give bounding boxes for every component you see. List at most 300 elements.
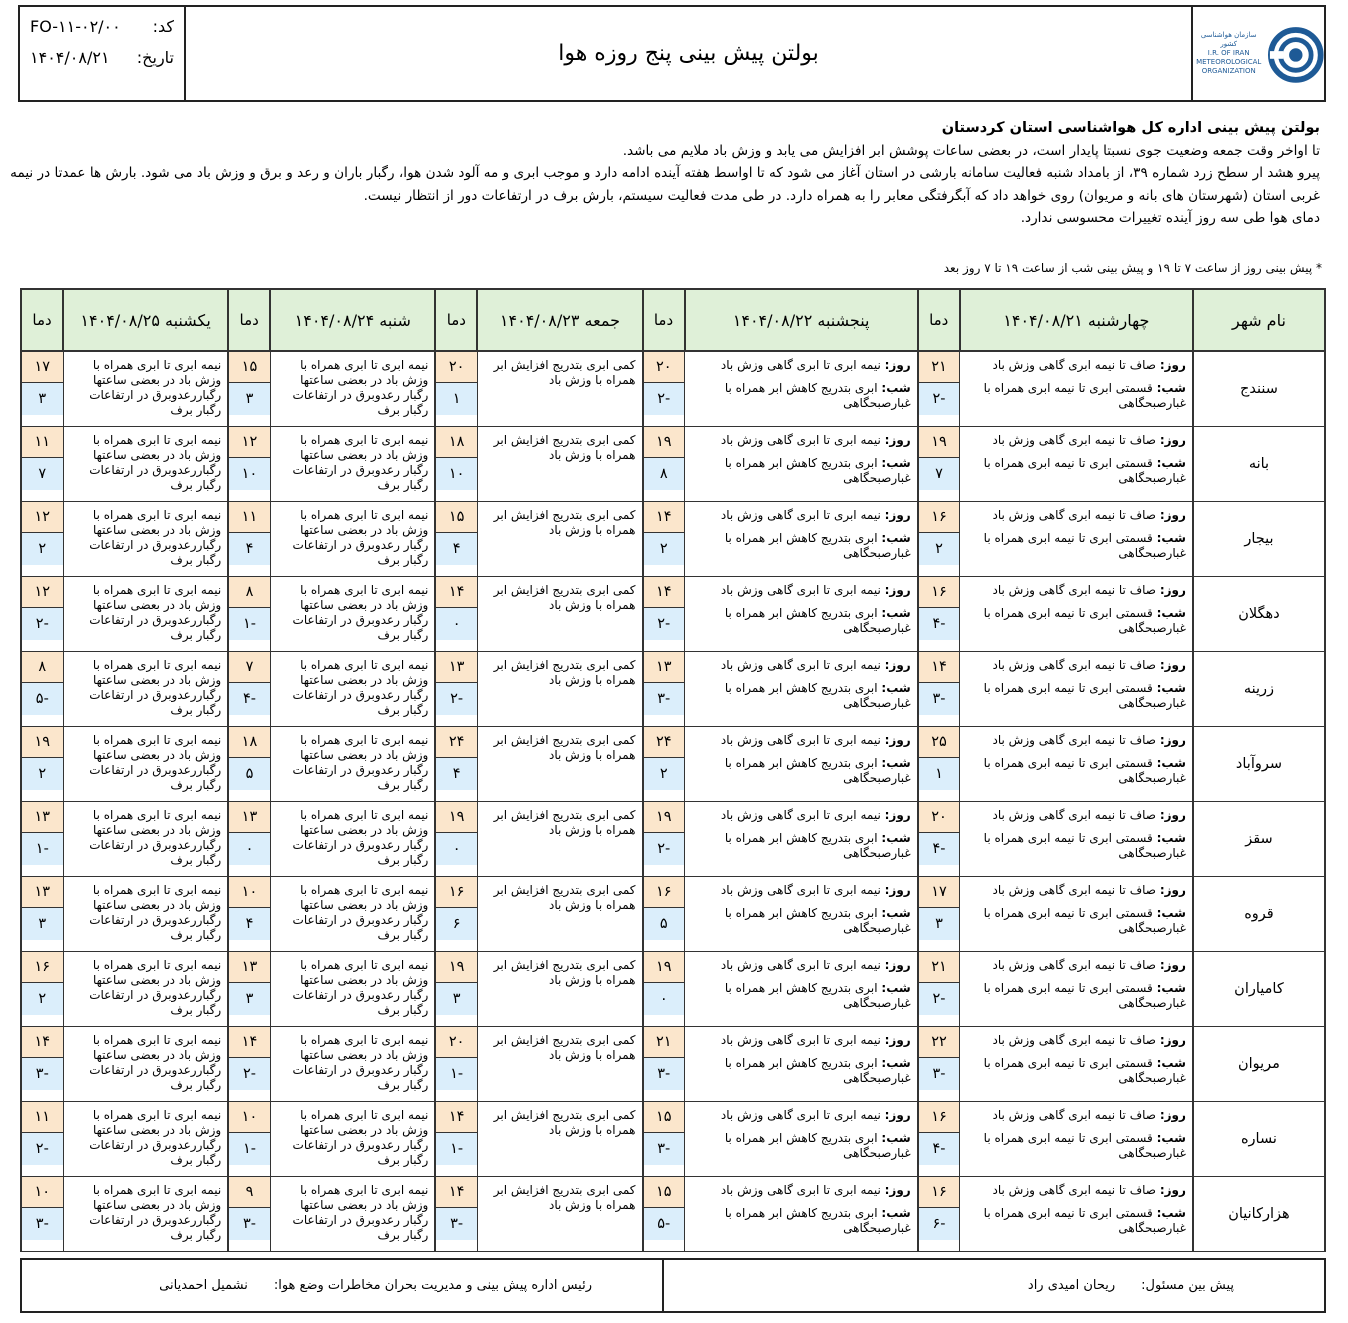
max-temp: ۱۵ (436, 502, 477, 533)
table-row (21, 351, 1325, 426)
day-header-3: جمعه ۱۴۰۴/۰۸/۲۳ (477, 289, 642, 351)
night-text: قسمتی ابری تا نیمه ابری همراه با غبارصبحگاهی (983, 1055, 1186, 1085)
night-forecast (964, 1056, 1186, 1086)
forecast-day-5: نیمه ابری تا ابری همراه با وزش باد در بعضی ساعتها رگباررعدوبرق در ارتفاعات رگبار برف (63, 501, 228, 576)
night-text: ابری بتدریج کاهش ابر همراه با غبارصبحگاهی (724, 381, 911, 410)
night-forecast (964, 456, 1186, 486)
night-forecast (964, 606, 1186, 636)
city-name: هزارکانیان (1193, 1176, 1325, 1251)
max-temp: ۱۶ (22, 952, 63, 983)
day-header-2: پنجشنبه ۱۴۰۴/۰۸/۲۲ (685, 289, 918, 351)
max-temp: ۹ (229, 1177, 270, 1208)
max-temp: ۱۷ (919, 877, 960, 908)
day-label: روز: (1159, 882, 1186, 897)
date-value: ۱۴۰۴/۰۸/۲۱ (30, 48, 110, 67)
night-forecast (964, 381, 1186, 411)
max-temp: ۱۳ (644, 652, 685, 683)
min-temp: ۳ (229, 383, 270, 415)
min-temp: ۷ (22, 458, 63, 490)
max-temp: ۱۳ (229, 802, 270, 833)
min-temp: -۱ (229, 608, 270, 640)
temp-header: دما (643, 289, 685, 351)
temp-cell (435, 1176, 477, 1251)
max-temp: ۱۵ (229, 352, 270, 383)
min-temp: -۳ (22, 1208, 63, 1240)
min-temp: -۶ (919, 1208, 960, 1240)
day-label: روز: (1159, 807, 1186, 822)
day-forecast (689, 433, 911, 448)
temp-cell (435, 1026, 477, 1101)
day-text: صاف تا نیمه ابری گاهی وزش باد (992, 732, 1156, 747)
max-temp: ۱۳ (22, 802, 63, 833)
day-forecast (689, 1108, 911, 1123)
night-text: قسمتی ابری تا نیمه ابری همراه با غبارصبحگاهی (983, 1130, 1186, 1160)
night-label: شب: (881, 755, 911, 770)
temp-cell (643, 501, 685, 576)
night-label: شب: (881, 381, 911, 395)
forecast-day-1 (960, 351, 1193, 426)
forecast-day-2 (685, 501, 918, 576)
forecast-day-3: کمی ابری بتدریج افزایش ابر همراه با وزش باد (477, 951, 642, 1026)
max-temp: ۱۱ (22, 1102, 63, 1133)
intro-paragraph-2: پیرو هشد ار سطح زرد شماره ۳۹، از بامداد شنبه فعالیت سامانه بارشی در استان آغاز می شود که تا اواسط هفته آینده ادامه دارد و موجب ابری و مه آلود شدن هوا، رگبار باران و رعد و برق و وزش باد می شود. بارش ها عمدتا در نیمه غربی استان (شهرستان های بانه و مریوان) روی خواهد داد که آبگرفتگی معابر را به همراه دارد. در طی مدت فعالیت سیستم، بارش برف در ارتفاعات دور از انتظار نیست. (10, 165, 1320, 204)
table-row (21, 726, 1325, 801)
temp-cell (918, 426, 960, 501)
night-label: شب: (881, 980, 911, 995)
night-text: ابری بتدریج کاهش ابر همراه با غبارصبحگاهی (724, 455, 911, 485)
temp-header: دما (435, 289, 477, 351)
forecast-day-4: نیمه ابری تا ابری همراه با وزش باد در بعضی ساعتها رگبار رعدوبرق در ارتفاعات رگبار برف (270, 951, 435, 1026)
forecast-day-2 (685, 351, 918, 426)
min-temp: ۳ (436, 983, 477, 1015)
day-label: روز: (1159, 358, 1186, 372)
forecast-day-2 (685, 951, 918, 1026)
table-row (21, 426, 1325, 501)
temp-cell (228, 726, 270, 801)
temp-cell (918, 726, 960, 801)
temp-cell (918, 876, 960, 951)
max-temp: ۲۰ (436, 352, 477, 383)
night-label: شب: (1156, 755, 1186, 770)
max-temp: ۱۴ (22, 1027, 63, 1058)
day-forecast (964, 583, 1186, 598)
city-name: بانه (1193, 426, 1325, 501)
forecast-day-1 (960, 1176, 1193, 1251)
day-text: صاف تا نیمه ابری گاهی وزش باد (992, 358, 1156, 372)
temp-cell (228, 576, 270, 651)
day-forecast (964, 808, 1186, 823)
department-head-cell (22, 1260, 664, 1311)
day-text: نیمه ابری تا ابری گاهی وزش باد (720, 1032, 881, 1047)
day-label: روز: (1159, 1107, 1186, 1122)
max-temp: ۱۳ (436, 652, 477, 683)
min-temp: ۲ (22, 533, 63, 565)
forecast-day-3: کمی ابری بتدریج افزایش ابر همراه با وزش باد (477, 501, 642, 576)
night-forecast (964, 1131, 1186, 1161)
max-temp: ۱۲ (229, 427, 270, 458)
max-temp: ۱۴ (644, 502, 685, 533)
night-forecast (689, 981, 911, 1011)
max-temp: ۱۶ (436, 877, 477, 908)
forecast-day-1 (960, 426, 1193, 501)
temp-cell (918, 351, 960, 426)
city-name: نساره (1193, 1101, 1325, 1176)
day-forecast (964, 883, 1186, 898)
night-label: شب: (1156, 455, 1186, 470)
temp-cell (643, 1026, 685, 1101)
night-forecast (689, 1056, 911, 1086)
day-text: نیمه ابری تا ابری گاهی وزش باد (720, 882, 881, 897)
night-label: شب: (1156, 1205, 1186, 1220)
day-text: صاف تا نیمه ابری گاهی وزش باد (992, 882, 1156, 897)
max-temp: ۲۴ (644, 727, 685, 758)
intro-paragraph-3: دمای هوا طی سه روز آینده تغییرات محسوسی ندارد. (1020, 210, 1320, 226)
max-temp: ۱۹ (436, 802, 477, 833)
forecast-day-3: کمی ابری بتدریج افزایش ابر همراه با وزش باد (477, 1101, 642, 1176)
day-label: روز: (1159, 432, 1186, 447)
min-temp: ۶ (436, 908, 477, 940)
forecast-day-4: نیمه ابری تا ابری همراه با وزش باد در بعضی ساعتها رگبار رعدوبرق در ارتفاعات رگبار برف (270, 501, 435, 576)
forecast-day-3: کمی ابری بتدریج افزایش ابر همراه با وزش باد (477, 801, 642, 876)
night-label: شب: (881, 605, 911, 620)
forecast-day-3: کمی ابری بتدریج افزایش ابر همراه با وزش باد (477, 651, 642, 726)
day-forecast (964, 658, 1186, 673)
day-text: نیمه ابری تا ابری گاهی وزش باد (720, 507, 881, 522)
min-temp: ۲ (919, 533, 960, 565)
forecast-day-5: نیمه ابری تا ابری همراه با وزش باد در بعضی ساعتها رگباررعدوبرق در ارتفاعات رگبار برف (63, 1026, 228, 1101)
max-temp: ۱۲ (22, 502, 63, 533)
max-temp: ۸ (229, 577, 270, 608)
temp-cell (643, 1101, 685, 1176)
day-label: روز: (884, 807, 911, 822)
city-name: زرینه (1193, 651, 1325, 726)
night-text: قسمتی ابری تا نیمه ابری همراه با غبارصبحگاهی (983, 605, 1186, 635)
min-temp: -۲ (919, 383, 960, 415)
night-text: قسمتی ابری تا نیمه ابری همراه با غبارصبحگاهی (983, 381, 1186, 410)
max-temp: ۱۹ (22, 727, 63, 758)
min-temp: ۰ (436, 608, 477, 640)
forecast-day-5: نیمه ابری تا ابری همراه با وزش باد در بعضی ساعتها رگباررعدوبرق در ارتفاعات رگبار برف (63, 726, 228, 801)
temp-cell (435, 726, 477, 801)
forecast-day-3: کمی ابری بتدریج افزایش ابر همراه با وزش باد (477, 426, 642, 501)
temp-cell (21, 726, 63, 801)
day-label: روز: (884, 1182, 911, 1197)
min-temp: ۱۰ (436, 458, 477, 490)
forecast-day-4: نیمه ابری تا ابری همراه با وزش باد در بعضی ساعتها رگبار رعدوبرق در ارتفاعات رگبار برف (270, 1176, 435, 1251)
day-forecast (689, 1033, 911, 1048)
temp-cell (228, 651, 270, 726)
forecast-day-1 (960, 651, 1193, 726)
min-temp: ۵ (229, 758, 270, 790)
night-label: شب: (1156, 530, 1186, 545)
day-label: روز: (884, 1032, 911, 1047)
night-label: شب: (881, 1205, 911, 1220)
min-temp: ۳ (22, 908, 63, 940)
forecast-day-4: نیمه ابری تا ابری همراه با وزش باد در بعضی ساعتها رگبار رعدوبرق در ارتفاعات رگبار برف (270, 351, 435, 426)
city-column-header: نام شهر (1193, 289, 1325, 351)
day-forecast (964, 508, 1186, 523)
day-label: روز: (884, 432, 911, 447)
max-temp: ۲۰ (919, 802, 960, 833)
temp-cell (918, 951, 960, 1026)
night-text: ابری بتدریج کاهش ابر همراه با غبارصبحگاهی (724, 605, 911, 635)
min-temp: ۸ (644, 458, 685, 490)
max-temp: ۱۰ (229, 877, 270, 908)
table-row (21, 501, 1325, 576)
temp-cell (643, 351, 685, 426)
temp-cell (435, 876, 477, 951)
forecast-day-4: نیمه ابری تا ابری همراه با وزش باد در بعضی ساعتها رگبار رعدوبرق در ارتفاعات رگبار برف (270, 726, 435, 801)
max-temp: ۱۴ (919, 652, 960, 683)
forecast-day-2 (685, 1101, 918, 1176)
temp-cell (918, 501, 960, 576)
max-temp: ۱۲ (22, 577, 63, 608)
temp-cell (21, 576, 63, 651)
day-forecast (964, 358, 1186, 373)
temp-cell (21, 1176, 63, 1251)
night-forecast (689, 456, 911, 486)
temp-cell (643, 951, 685, 1026)
temp-cell (228, 1176, 270, 1251)
day-label: روز: (884, 882, 911, 897)
forecast-day-1 (960, 1026, 1193, 1101)
table-row (21, 876, 1325, 951)
city-name: سقز (1193, 801, 1325, 876)
forecast-day-3: کمی ابری بتدریج افزایش ابر همراه با وزش باد (477, 1176, 642, 1251)
night-forecast (689, 681, 911, 711)
night-label: شب: (1156, 381, 1186, 395)
temp-cell (21, 1101, 63, 1176)
day-forecast (689, 808, 911, 823)
day-forecast (689, 583, 911, 598)
max-temp: ۱۵ (644, 1102, 685, 1133)
forecast-day-3: کمی ابری بتدریج افزایش ابر همراه با وزش باد (477, 1026, 642, 1101)
max-temp: ۱۹ (644, 802, 685, 833)
min-temp: -۲ (644, 608, 685, 640)
temp-cell (228, 1026, 270, 1101)
day-forecast (689, 1183, 911, 1198)
temp-cell (918, 1176, 960, 1251)
day-header-1: چهارشنبه ۱۴۰۴/۰۸/۲۱ (960, 289, 1193, 351)
day-forecast (964, 1108, 1186, 1123)
min-temp: -۵ (22, 683, 63, 715)
night-label: شب: (1156, 1055, 1186, 1070)
temp-cell (435, 951, 477, 1026)
night-forecast (689, 381, 911, 411)
bulletin-title: بولتن پیش بینی پنج روزه هوا (184, 7, 1191, 100)
day-label: روز: (884, 732, 911, 747)
day-text: نیمه ابری تا ابری گاهی وزش باد (720, 358, 881, 372)
temp-cell (228, 801, 270, 876)
day-text: نیمه ابری تا ابری گاهی وزش باد (720, 657, 881, 672)
night-text: قسمتی ابری تا نیمه ابری همراه با غبارصبحگاهی (983, 905, 1186, 935)
day-forecast (689, 883, 911, 898)
code-label: کد: (152, 17, 174, 36)
night-forecast (689, 906, 911, 936)
max-temp: ۱۹ (644, 427, 685, 458)
night-text: ابری بتدریج کاهش ابر همراه با غبارصبحگاهی (724, 905, 911, 935)
night-text: ابری بتدریج کاهش ابر همراه با غبارصبحگاهی (724, 1205, 911, 1235)
date-label: تاریخ: (136, 48, 174, 67)
forecaster-name: ریحان امیدی راد (1027, 1278, 1116, 1293)
night-label: شب: (881, 830, 911, 845)
night-forecast (964, 681, 1186, 711)
forecast-day-2 (685, 801, 918, 876)
night-text: ابری بتدریج کاهش ابر همراه با غبارصبحگاهی (724, 830, 911, 860)
min-temp: ۵ (644, 908, 685, 940)
forecaster-label: پیش بین مسئول: (1141, 1278, 1234, 1293)
table-header-row (21, 289, 1325, 351)
forecast-day-5: نیمه ابری تا ابری همراه با وزش باد در بعضی ساعتها رگباررعدوبرق در ارتفاعات رگبار برف (63, 576, 228, 651)
forecast-day-5: نیمه ابری تا ابری همراه با وزش باد در بعضی ساعتها رگباررعدوبرق در ارتفاعات رگبار برف (63, 426, 228, 501)
forecast-day-4: نیمه ابری تا ابری همراه با وزش باد در بعضی ساعتها رگبار رعدوبرق در ارتفاعات رگبار برف (270, 576, 435, 651)
forecast-day-2 (685, 651, 918, 726)
day-text: صاف تا نیمه ابری گاهی وزش باد (992, 507, 1156, 522)
temp-cell (918, 1101, 960, 1176)
logo-text: سازمان هواشناسی کشور I.R. OF IRAN METEOROLOGICAL ORGANIZATION (1196, 31, 1262, 75)
bulletin-header (18, 5, 1326, 102)
night-forecast (689, 1131, 911, 1161)
day-text: نیمه ابری تا ابری گاهی وزش باد (720, 432, 881, 447)
min-temp: ۱ (436, 383, 477, 415)
min-temp: -۲ (644, 383, 685, 415)
min-temp: -۴ (919, 608, 960, 640)
min-temp: ۳ (22, 383, 63, 415)
min-temp: -۲ (436, 683, 477, 715)
night-text: قسمتی ابری تا نیمه ابری همراه با غبارصبحگاهی (983, 680, 1186, 710)
night-text: قسمتی ابری تا نیمه ابری همراه با غبارصبحگاهی (983, 980, 1186, 1010)
day-forecast (689, 733, 911, 748)
temp-cell (918, 1026, 960, 1101)
min-temp: ۰ (644, 983, 685, 1015)
forecast-day-5: نیمه ابری تا ابری همراه با وزش باد در بعضی ساعتها رگباررعدوبرق در ارتفاعات رگبار برف (63, 1101, 228, 1176)
temp-cell (21, 351, 63, 426)
temp-cell (21, 426, 63, 501)
day-text: صاف تا نیمه ابری گاهی وزش باد (992, 657, 1156, 672)
max-temp: ۲۵ (919, 727, 960, 758)
city-name: سروآباد (1193, 726, 1325, 801)
city-name: مریوان (1193, 1026, 1325, 1101)
day-label: روز: (884, 1107, 911, 1122)
day-label: روز: (1159, 1182, 1186, 1197)
temp-header: دما (21, 289, 63, 351)
min-temp: ۴ (229, 533, 270, 565)
temp-cell (228, 876, 270, 951)
night-forecast (689, 606, 911, 636)
forecast-table (20, 288, 1326, 1252)
temp-cell (435, 801, 477, 876)
organization-logo (1191, 7, 1324, 100)
min-temp: ۲ (22, 983, 63, 1015)
min-temp: -۴ (919, 833, 960, 865)
night-label: شب: (881, 680, 911, 695)
min-temp: ۳ (919, 908, 960, 940)
min-temp: -۲ (22, 608, 63, 640)
forecast-day-2 (685, 726, 918, 801)
day-label: روز: (1159, 957, 1186, 972)
forecast-day-4: نیمه ابری تا ابری همراه با وزش باد در بعضی ساعتها رگبار رعدوبرق در ارتفاعات رگبار برف (270, 651, 435, 726)
day-label: روز: (884, 657, 911, 672)
table-row (21, 1101, 1325, 1176)
temp-cell (435, 576, 477, 651)
day-forecast (689, 358, 911, 373)
night-text: قسمتی ابری تا نیمه ابری همراه با غبارصبحگاهی (983, 530, 1186, 560)
forecast-day-1 (960, 876, 1193, 951)
day-text: صاف تا نیمه ابری گاهی وزش باد (992, 1032, 1156, 1047)
max-temp: ۱۱ (229, 502, 270, 533)
day-header-5: یکشنبه ۱۴۰۴/۰۸/۲۵ (63, 289, 228, 351)
forecast-day-2 (685, 1176, 918, 1251)
department-head-label: رئیس اداره پیش بینی و مدیریت بحران مخاطرات وضع هوا: (273, 1278, 592, 1293)
forecast-day-4: نیمه ابری تا ابری همراه با وزش باد در بعضی ساعتها رگبار رعدوبرق در ارتفاعات رگبار برف (270, 1026, 435, 1101)
min-temp: -۳ (644, 1133, 685, 1165)
night-text: ابری بتدریج کاهش ابر همراه با غبارصبحگاهی (724, 680, 911, 710)
max-temp: ۱۶ (919, 577, 960, 608)
min-temp: ۳ (229, 983, 270, 1015)
night-text: قسمتی ابری تا نیمه ابری همراه با غبارصبحگاهی (983, 830, 1186, 860)
temp-cell (643, 576, 685, 651)
document-meta (20, 7, 184, 100)
night-label: شب: (1156, 1130, 1186, 1145)
day-forecast (964, 958, 1186, 973)
min-temp: -۲ (644, 833, 685, 865)
max-temp: ۱۴ (436, 577, 477, 608)
min-temp: ۲ (22, 758, 63, 790)
temp-cell (643, 426, 685, 501)
day-text: نیمه ابری تا ابری گاهی وزش باد (720, 582, 881, 597)
day-label: روز: (884, 507, 911, 522)
forecast-day-4: نیمه ابری تا ابری همراه با وزش باد در بعضی ساعتها رگبار رعدوبرق در ارتفاعات رگبار برف (270, 426, 435, 501)
forecast-hours-note: * پیش بینی روز از ساعت ۷ تا ۱۹ و پیش بینی شب از ساعت ۱۹ تا ۷ روز بعد (943, 261, 1322, 275)
night-text: ابری بتدریج کاهش ابر همراه با غبارصبحگاهی (724, 980, 911, 1010)
day-forecast (689, 658, 911, 673)
temp-cell (228, 951, 270, 1026)
day-label: روز: (1159, 657, 1186, 672)
night-forecast (689, 1206, 911, 1236)
temp-cell (21, 801, 63, 876)
forecast-day-3: کمی ابری بتدریج افزایش ابر همراه با وزش باد (477, 351, 642, 426)
min-temp: -۳ (919, 683, 960, 715)
day-label: روز: (884, 582, 911, 597)
day-forecast (689, 508, 911, 523)
max-temp: ۲۰ (436, 1027, 477, 1058)
temp-cell (228, 501, 270, 576)
min-temp: ۷ (919, 458, 960, 490)
night-label: شب: (1156, 905, 1186, 920)
max-temp: ۱۶ (644, 877, 685, 908)
forecast-day-1 (960, 576, 1193, 651)
night-text: قسمتی ابری تا نیمه ابری همراه با غبارصبحگاهی (983, 755, 1186, 785)
min-temp: -۳ (436, 1208, 477, 1240)
forecast-table-body (21, 351, 1325, 1251)
temp-cell (21, 501, 63, 576)
min-temp: -۳ (229, 1208, 270, 1240)
day-header-4: شنبه ۱۴۰۴/۰۸/۲۴ (270, 289, 435, 351)
max-temp: ۱۳ (22, 877, 63, 908)
forecast-day-5: نیمه ابری تا ابری همراه با وزش باد در بعضی ساعتها رگباررعدوبرق در ارتفاعات رگبار برف (63, 1176, 228, 1251)
night-label: شب: (1156, 680, 1186, 695)
min-temp: ۴ (229, 908, 270, 940)
max-temp: ۲۱ (644, 1027, 685, 1058)
max-temp: ۱۴ (229, 1027, 270, 1058)
day-text: صاف تا نیمه ابری گاهی وزش باد (992, 582, 1156, 597)
day-text: صاف تا نیمه ابری گاهی وزش باد (992, 1182, 1156, 1197)
temp-header: دما (918, 289, 960, 351)
day-label: روز: (1159, 732, 1186, 747)
min-temp: -۵ (644, 1208, 685, 1240)
day-text: صاف تا نیمه ابری گاهی وزش باد (992, 957, 1156, 972)
intro-heading: بولتن پیش بینی اداره کل هواشناسی استان کردستان (941, 120, 1320, 136)
